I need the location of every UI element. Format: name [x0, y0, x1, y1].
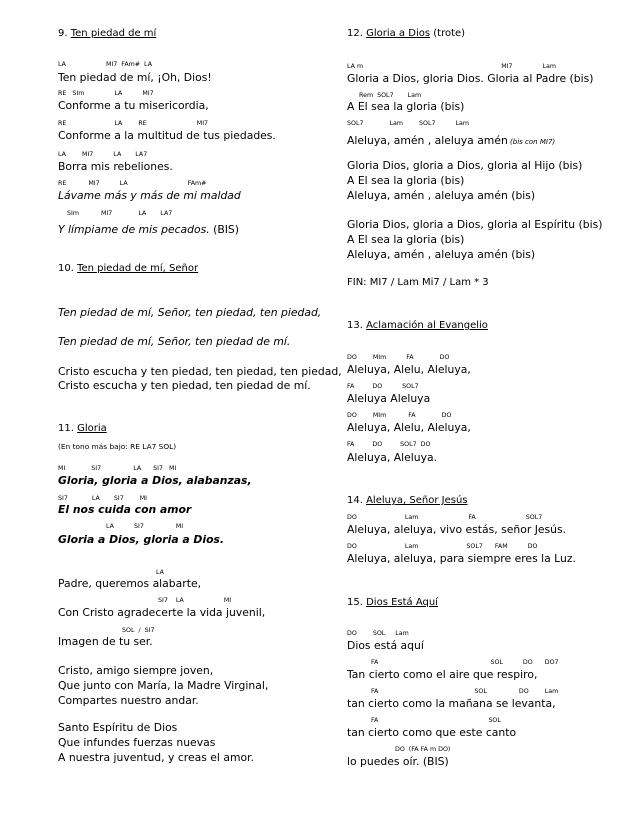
lyric-line: Gloria a Dios, gloria Dios. Gloria al Padre (bis) [347, 72, 594, 85]
lyric-line: Ten piedad de mí, ¡Oh, Dios! [58, 71, 212, 84]
section-title: Dios Está Aquí [366, 597, 438, 608]
lyric-line: Aleluya, amén , aleluya amén (bis) [347, 248, 536, 261]
lyric-line: Borra mis rebeliones. [58, 160, 173, 173]
lyric-line: Aleluya, Alelu, Aleluya, [347, 421, 471, 434]
chord-line: FA SOL DO DO7 [371, 659, 559, 666]
lyric-line: Gloria Dios, gloria a Dios, gloria al Espíritu (bis) [347, 218, 603, 231]
chord-line: LA MI7 LA LA7 [58, 151, 148, 158]
section-13-heading [347, 321, 488, 331]
lyric-line: tan cierto como la mañana se levanta, [347, 697, 556, 710]
chord-line: DO Lam FA SOL7 [347, 514, 543, 521]
lyric-line: Cristo escucha y ten piedad, ten piedad de mí. [58, 379, 311, 392]
section-14-heading [347, 496, 468, 506]
lyric-line: Aleluya, Aleluya. [347, 451, 438, 464]
lyric-line: Gloria Dios, gloria a Dios, gloria al Hijo (bis) [347, 159, 583, 172]
lyric-line: Aleluya, Alelu, Aleluya, [347, 363, 471, 376]
chord-line: FA DO SOL7 DO [347, 441, 431, 448]
chord-line: RE LA RE MI7 [58, 120, 209, 127]
lyric-text: Y límpiame de mis pecados. [58, 223, 210, 236]
lyric-text: Aleluya, amén , aleluya amén [347, 134, 508, 147]
lyric-line: lo puedes oír. (BIS) [347, 755, 449, 768]
lyric-line: Santo Espíritu de Dios [58, 721, 178, 734]
chord-line: RE MI7 LA FAm# [58, 180, 207, 187]
section-number: 15. [347, 597, 363, 608]
chord-line: SOL7 Lam SOL7 Lam [347, 120, 469, 127]
lyric-line: Imagen de tu ser. [58, 635, 153, 648]
section-number: 11. [58, 423, 74, 434]
lyric-line: A El sea la gloria (bis) [347, 100, 465, 113]
section-12-heading [347, 29, 465, 39]
section-title: Ten piedad de mí, Señor [77, 263, 199, 274]
section-number: 13. [347, 320, 363, 331]
lyric-line: A nuestra juventud, y creas el amor. [58, 751, 254, 764]
lyric-line: Aleluya Aleluya [347, 392, 431, 405]
lyric-line: Ten piedad de mí, Señor, ten piedad, ten piedad, [58, 306, 322, 319]
chord-line: SI7 LA MI [158, 597, 232, 604]
lyric-line: Conforme a tu misericordia, [58, 99, 209, 112]
chord-line: FA SOL DO Lam [371, 688, 559, 695]
lyric-line [347, 131, 555, 147]
lyric-line: Cristo, amigo siempre joven, [58, 664, 214, 677]
key-note: (En tono más bajo: RE LA7 SOL) [58, 442, 177, 451]
section-11-heading [58, 424, 107, 434]
chord-line: LA [156, 569, 164, 576]
repeat-mark: (BIS) [209, 223, 239, 236]
fin-line: FIN: MI7 / Lam Mi7 / Lam * 3 [347, 277, 489, 288]
lyric-line: Padre, queremos alabarte, [58, 577, 202, 590]
chord-line: DO MIm FA DO [347, 354, 450, 361]
chord-line: LA MI7 FAm# LA [58, 61, 153, 68]
section-15-heading [347, 598, 438, 608]
section-title: Gloria a Dios [366, 28, 431, 39]
lyric-line: Tan cierto como el aire que respiro, [347, 668, 538, 681]
lyric-line: Gloria a Dios, gloria a Dios. [58, 533, 225, 546]
chord-line: SIm MI7 LA LA7 [67, 210, 173, 217]
lyric-line [58, 220, 239, 236]
chord-line: Rem SOL7 Lam [359, 92, 422, 99]
lyric-line: A El sea la gloria (bis) [347, 174, 465, 187]
section-title-suffix: (trote) [430, 28, 466, 39]
section-number: 14. [347, 495, 363, 506]
lyric-line: El nos cuida con amor [58, 503, 192, 516]
lyric-line: tan cierto como que este canto [347, 726, 517, 739]
chord-line: DO MIm FA DO [347, 412, 452, 419]
lyric-line: Ten piedad de mí, Señor, ten piedad de mí. [58, 335, 291, 348]
lyric-line: Que junto con María, la Madre Virginal, [58, 679, 269, 692]
lyric-line: Que infundes fuerzas nuevas [58, 736, 216, 749]
chord-line: LA SI7 MI [106, 523, 184, 530]
lyric-line: Aleluya, amén , aleluya amén (bis) [347, 189, 536, 202]
lyric-line: Aleluya, aleluya, vivo estás, señor Jesús. [347, 523, 567, 536]
chord-line: SI7 LA SI7 MI [58, 495, 148, 502]
section-number: 12. [347, 28, 363, 39]
chord-line: MI SI7 LA SI7 MI [58, 465, 177, 472]
lyric-line: Cristo escucha y ten piedad, ten piedad, ten piedad, [58, 365, 342, 378]
chord-line: SOL / SI7 [122, 627, 155, 634]
lyric-line: Conforme a la multitud de tus piedades. [58, 129, 276, 142]
section-title: Aclamación al Evangelio [366, 320, 488, 331]
chord-line: LA m MI7 Lam [347, 63, 557, 70]
section-title: Aleluya, Señor Jesús [366, 495, 468, 506]
chord-line: FA SOL [371, 717, 501, 724]
lyric-line: Gloria, gloria a Dios, alabanzas, [58, 474, 252, 487]
chord-line: RE SIm LA MI7 [58, 90, 154, 97]
section-title: Ten piedad de mí [70, 28, 157, 39]
lyric-line: Dios está aquí [347, 639, 424, 652]
chord-line: FA DO SOL7 [347, 383, 419, 390]
lyric-line: Lávame más y más de mi maldad [58, 189, 241, 202]
chord-line: DO SOL Lam [347, 630, 409, 637]
section-number: 9. [58, 28, 68, 39]
section-number: 10. [58, 263, 74, 274]
section-10-heading [58, 264, 198, 274]
lyric-line: Aleluya, aleluya, para siempre eres la Luz. [347, 552, 576, 565]
lyric-line: Con Cristo agradecerte la vida juvenil, [58, 606, 266, 619]
lyric-note: (bis con MI7) [507, 138, 556, 146]
chord-line: DO Lam SOL7 FAM DO [347, 543, 538, 550]
section-title: Gloria [77, 423, 107, 434]
section-9-heading [58, 29, 156, 39]
lyric-line: Compartes nuestro andar. [58, 694, 199, 707]
chord-line: DO (FA FA m DO) [395, 746, 451, 753]
lyric-line: A El sea la gloria (bis) [347, 233, 465, 246]
